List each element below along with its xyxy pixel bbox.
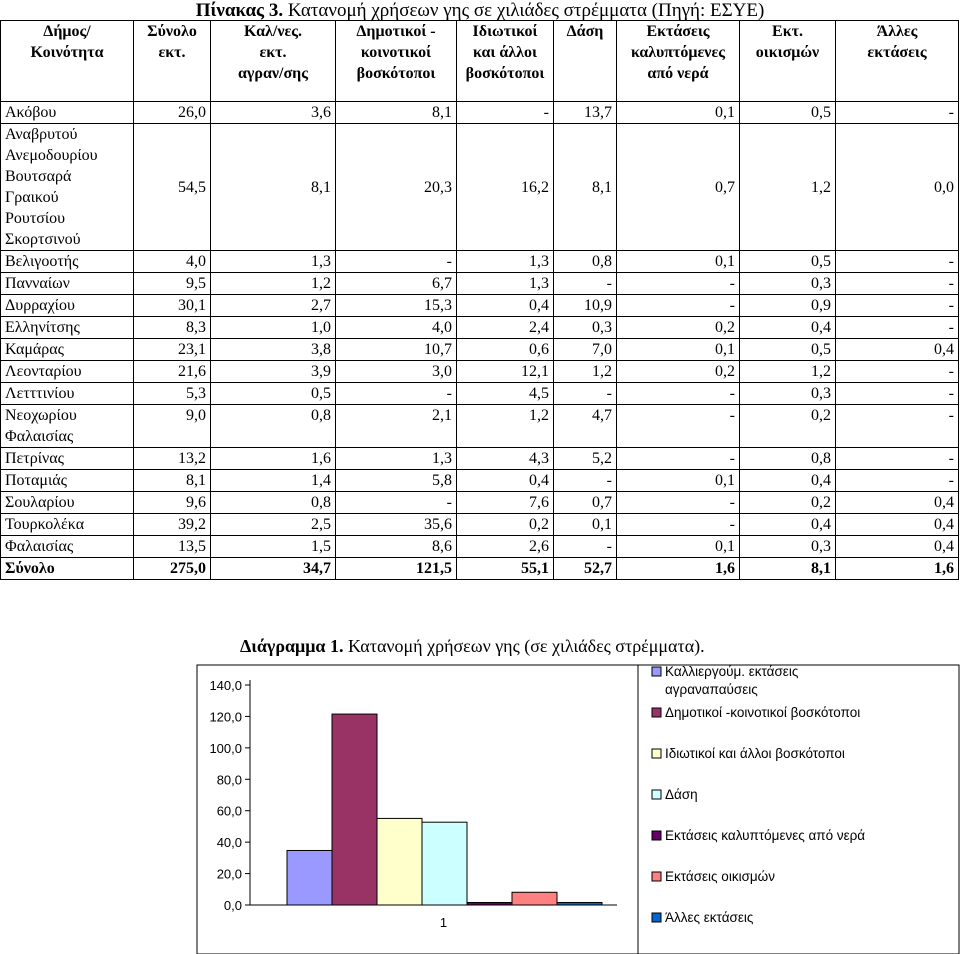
table-cell: 3,0 <box>336 361 457 383</box>
table-cell: 0,7 <box>617 124 740 251</box>
table-cell: 1,2 <box>211 273 336 295</box>
table-cell: 5,3 <box>134 383 211 405</box>
table-row <box>1 124 959 251</box>
municipality-name-line: Σύνολο <box>5 560 55 577</box>
table-cell: - <box>554 536 617 558</box>
municipality-name-line: Φαλαισίας <box>5 538 74 555</box>
legend-swatch <box>652 831 661 840</box>
table-cell: - <box>617 448 740 470</box>
table-cell: 1,0 <box>211 317 336 339</box>
table-title <box>0 0 960 22</box>
column-header-line: Δημοτικοί - <box>356 23 436 40</box>
table-cell: 1,3 <box>457 251 554 273</box>
municipality-name-line: Ακόβου <box>5 104 57 121</box>
table-cell: - <box>554 273 617 295</box>
column-header <box>457 21 554 102</box>
table-cell: 0,4 <box>836 339 959 361</box>
table-cell: 1,5 <box>211 536 336 558</box>
table-cell: 1,3 <box>457 273 554 295</box>
table-header-row <box>1 21 959 102</box>
table-cell: 13,5 <box>134 536 211 558</box>
table-title-text: Κατανομή χρήσεων γης σε χιλιάδες στρέμματα (Πηγή: ΕΣΥΕ) <box>283 0 765 21</box>
legend-swatch <box>652 790 661 799</box>
table-cell: 8,3 <box>134 317 211 339</box>
column-header-line: εκτάσεις <box>867 44 927 61</box>
municipality-name <box>1 295 134 317</box>
table-cell: 0,8 <box>211 492 336 514</box>
municipality-name <box>1 339 134 361</box>
column-header-line: αγραν/σης <box>237 65 309 82</box>
column-header <box>617 21 740 102</box>
table-cell: 0,9 <box>740 295 836 317</box>
municipality-name-line: Αναβρυτού <box>5 126 78 143</box>
table-cell: 0,4 <box>457 470 554 492</box>
column-header-line: εκτ. <box>158 44 186 61</box>
table-cell: 0,3 <box>740 273 836 295</box>
table-row <box>1 470 959 492</box>
table-cell: 1,2 <box>457 405 554 448</box>
column-header-line: Σύνολο <box>147 23 197 40</box>
table-cell: 16,2 <box>457 124 554 251</box>
table-row <box>1 317 959 339</box>
municipality-name-line: Βελιγοοτής <box>5 253 79 270</box>
table-cell: 55,1 <box>457 558 554 580</box>
table-cell: - <box>836 383 959 405</box>
municipality-name <box>1 558 134 580</box>
legend-label: αγραναπαύσεις <box>665 682 758 697</box>
municipality-name <box>1 448 134 470</box>
y-tick-label: 100,0 <box>209 740 242 756</box>
table-cell: 5,2 <box>554 448 617 470</box>
table-cell: 0,2 <box>740 492 836 514</box>
bar <box>512 892 557 905</box>
bar <box>377 818 422 905</box>
municipality-name <box>1 317 134 339</box>
bar <box>287 850 332 905</box>
bar <box>557 902 602 905</box>
table-cell: 1,2 <box>740 124 836 251</box>
table-cell: 3,9 <box>211 361 336 383</box>
table-cell: 8,1 <box>134 470 211 492</box>
municipality-name-line: Σκορτσινού <box>5 231 81 248</box>
municipality-name-line: Τουρκολέκα <box>5 516 85 533</box>
legend-label: Εκτάσεις οικισμών <box>665 869 775 884</box>
table-cell: - <box>836 317 959 339</box>
column-header-line: Εκτ. <box>772 23 803 40</box>
chart-title-prefix: Διάγραμμα 1. <box>240 636 344 656</box>
table-row <box>1 339 959 361</box>
municipality-name-line: Καμάρας <box>5 341 65 358</box>
table-cell: 0,2 <box>457 514 554 536</box>
table-cell: - <box>554 470 617 492</box>
table-cell: 0,5 <box>740 102 836 124</box>
table-cell: 2,5 <box>211 514 336 536</box>
chart-title-text: Κατανομή χρήσεων γης (σε χιλιάδες στρέμματα). <box>347 636 705 656</box>
column-header-line: εκτ. <box>259 44 287 61</box>
y-tick-label: 0,0 <box>223 898 242 913</box>
municipality-name-line: Λετττινίου <box>5 385 75 402</box>
land-use-table <box>0 20 959 580</box>
table-cell: 9,0 <box>134 405 211 448</box>
legend-swatch <box>652 913 661 922</box>
table-cell: - <box>617 295 740 317</box>
municipality-name <box>1 273 134 295</box>
column-header-line: Άλλες <box>876 23 918 40</box>
table-cell: 0,4 <box>836 536 959 558</box>
municipality-name <box>1 383 134 405</box>
column-header-line: Δήμος/ <box>43 23 91 40</box>
table-cell: 10,9 <box>554 295 617 317</box>
table-cell: 3,8 <box>211 339 336 361</box>
legend-swatch <box>652 872 661 881</box>
table-cell: 13,2 <box>134 448 211 470</box>
table-cell: 0,4 <box>740 514 836 536</box>
table-cell: 4,7 <box>554 405 617 448</box>
municipality-name <box>1 405 134 448</box>
table-cell: 10,7 <box>336 339 457 361</box>
table-row <box>1 405 959 448</box>
municipality-name-line: Λεονταρίου <box>5 363 82 380</box>
table-cell: 4,0 <box>134 251 211 273</box>
table-title-number: Πίνακας 3. <box>195 0 284 21</box>
table-cell: 13,7 <box>554 102 617 124</box>
table-cell: 8,1 <box>740 558 836 580</box>
table-cell: 0,3 <box>740 383 836 405</box>
table-cell: - <box>336 492 457 514</box>
table-cell: - <box>836 295 959 317</box>
table-cell: 4,0 <box>336 317 457 339</box>
table-cell: - <box>617 383 740 405</box>
municipality-name <box>1 102 134 124</box>
bar <box>332 714 377 905</box>
table-cell: - <box>617 514 740 536</box>
table-cell: - <box>836 273 959 295</box>
table-cell: 0,1 <box>554 514 617 536</box>
table-cell: 1,6 <box>211 448 336 470</box>
column-header <box>740 21 836 102</box>
table-cell: - <box>457 102 554 124</box>
table-cell: 0,4 <box>457 295 554 317</box>
municipality-name-line: Πετρίνας <box>5 450 64 467</box>
table-cell: - <box>836 361 959 383</box>
table-cell: 3,6 <box>211 102 336 124</box>
table-cell: - <box>836 405 959 448</box>
table-cell: 0,4 <box>836 492 959 514</box>
table-cell: 23,1 <box>134 339 211 361</box>
bar <box>422 822 467 905</box>
column-header-line: Εκτάσεις <box>646 23 710 40</box>
municipality-name-line: Δυρραχίου <box>5 297 75 314</box>
legend-label: Ιδιωτικοί και άλλοι βοσκότοποι <box>665 746 845 761</box>
x-tick-label: 1 <box>439 915 448 930</box>
legend-label: Δάση <box>665 787 698 802</box>
municipality-name <box>1 514 134 536</box>
municipality-name-line: Βουτσαρά <box>5 168 72 185</box>
table-cell: 54,5 <box>134 124 211 251</box>
table-cell: 0,7 <box>554 492 617 514</box>
table-cell: - <box>617 273 740 295</box>
table-cell: 0,4 <box>740 470 836 492</box>
table-row <box>1 536 959 558</box>
table-row <box>1 492 959 514</box>
table-cell: 1,4 <box>211 470 336 492</box>
table-cell: 8,6 <box>336 536 457 558</box>
column-header-line: Ιδιωτικοί <box>472 23 538 40</box>
table-cell: - <box>836 102 959 124</box>
column-header <box>554 21 617 102</box>
table-cell: 0,8 <box>740 448 836 470</box>
table-cell: 1,2 <box>740 361 836 383</box>
legend-swatch <box>652 708 661 717</box>
table-cell: 4,5 <box>457 383 554 405</box>
column-header-line: οικισμών <box>755 44 820 61</box>
municipality-name <box>1 492 134 514</box>
table-cell: 0,1 <box>617 470 740 492</box>
y-tick-label: 80,0 <box>216 772 242 788</box>
table-cell: 2,1 <box>336 405 457 448</box>
municipality-name-line: Ρουτσίου <box>5 210 66 227</box>
table-cell: 9,6 <box>134 492 211 514</box>
table-cell: 0,3 <box>740 536 836 558</box>
y-tick-label: 140,0 <box>209 678 242 693</box>
table-cell: 0,6 <box>457 339 554 361</box>
column-header-line: καλυπτόμενες <box>630 44 726 61</box>
table-cell: - <box>617 405 740 448</box>
y-tick-label: 120,0 <box>209 709 242 725</box>
table-cell: 0,8 <box>211 405 336 448</box>
table-cell: 0,1 <box>617 102 740 124</box>
table-row <box>1 383 959 405</box>
table-cell: 39,2 <box>134 514 211 536</box>
table-cell: 0,1 <box>617 251 740 273</box>
table-cell: 20,3 <box>336 124 457 251</box>
table-cell: 34,7 <box>211 558 336 580</box>
table-cell: 2,6 <box>457 536 554 558</box>
table-cell: 1,6 <box>836 558 959 580</box>
y-tick-label: 20,0 <box>216 866 242 882</box>
table-cell: - <box>836 470 959 492</box>
municipality-name <box>1 470 134 492</box>
column-header-line: και άλλοι <box>473 44 537 61</box>
legend-label: Δημοτικοί -κοινοτικοί βοσκότοποι <box>665 705 861 720</box>
municipality-name <box>1 536 134 558</box>
table-cell: 5,8 <box>336 470 457 492</box>
table-cell: 15,3 <box>336 295 457 317</box>
table-cell: 7,6 <box>457 492 554 514</box>
table-cell: - <box>336 251 457 273</box>
table-row <box>1 102 959 124</box>
table-row <box>1 251 959 273</box>
table-cell: - <box>336 383 457 405</box>
table-cell: - <box>554 383 617 405</box>
table-cell: 8,1 <box>211 124 336 251</box>
municipality-name-line: Ποταμιάς <box>5 472 67 489</box>
table-cell: 0,3 <box>554 317 617 339</box>
table-cell: 35,6 <box>336 514 457 536</box>
table-cell: 12,1 <box>457 361 554 383</box>
municipality-name-line: Πανναίων <box>5 275 70 292</box>
municipality-name-line: Ελληνίτσης <box>5 319 80 336</box>
legend-swatch <box>652 749 661 758</box>
municipality-name <box>1 361 134 383</box>
column-header-line: από νερά <box>647 65 709 82</box>
table-cell: 0,8 <box>554 251 617 273</box>
column-header-line: Καλ/νες. <box>243 23 303 40</box>
table-cell: 52,7 <box>554 558 617 580</box>
municipality-name-line: Φαλαισίας <box>5 428 74 445</box>
table-cell: 6,7 <box>336 273 457 295</box>
table-cell: 1,6 <box>617 558 740 580</box>
bar <box>467 902 512 905</box>
total-row <box>1 558 959 580</box>
column-header <box>836 21 959 102</box>
table-cell: 1,2 <box>554 361 617 383</box>
table-cell: 0,2 <box>740 405 836 448</box>
table-cell: 21,6 <box>134 361 211 383</box>
municipality-name-line: Ανεμοδουρίου <box>5 147 98 164</box>
municipality-name-line: Γραικού <box>5 189 59 206</box>
table-cell: 0,2 <box>617 317 740 339</box>
land-use-bar-chart <box>0 630 960 954</box>
table-cell: 0,4 <box>740 317 836 339</box>
column-header <box>211 21 336 102</box>
table-cell: 2,4 <box>457 317 554 339</box>
legend-label: Άλλες εκτάσεις <box>665 910 754 925</box>
table-cell: 1,3 <box>336 448 457 470</box>
table-cell: 2,7 <box>211 295 336 317</box>
table-row <box>1 295 959 317</box>
table-row <box>1 361 959 383</box>
table-row <box>1 448 959 470</box>
column-header <box>336 21 457 102</box>
column-header-line: κοινοτικοί <box>360 44 432 61</box>
y-tick-label: 40,0 <box>216 835 242 851</box>
municipality-name <box>1 251 134 273</box>
table-cell: 0,2 <box>617 361 740 383</box>
column-header <box>134 21 211 102</box>
municipality-name-line: Σουλαρίου <box>5 494 75 511</box>
table-cell: 121,5 <box>336 558 457 580</box>
table-cell: 1,3 <box>211 251 336 273</box>
table-cell: 8,1 <box>554 124 617 251</box>
legend-label: Εκτάσεις καλυπτόμενες από νερά <box>665 828 866 843</box>
table-cell: 275,0 <box>134 558 211 580</box>
table-cell: 7,0 <box>554 339 617 361</box>
table-cell: 9,5 <box>134 273 211 295</box>
table-cell: - <box>617 492 740 514</box>
table-row <box>1 514 959 536</box>
table-cell: - <box>836 251 959 273</box>
table-cell: 8,1 <box>336 102 457 124</box>
column-header-line: βοσκότοποι <box>465 65 545 82</box>
column-header-line: βοσκότοποι <box>356 65 436 82</box>
table-cell: 30,1 <box>134 295 211 317</box>
column-header <box>1 21 134 102</box>
legend-swatch <box>652 667 661 676</box>
table-cell: 4,3 <box>457 448 554 470</box>
column-header-line: Δάση <box>566 23 604 40</box>
legend-label: Καλλιεργούμ. εκτάσεις <box>665 664 799 679</box>
table-cell: 0,5 <box>740 251 836 273</box>
table-cell: 0,0 <box>836 124 959 251</box>
table-cell: - <box>836 448 959 470</box>
table-cell: 0,4 <box>836 514 959 536</box>
table-cell: 0,5 <box>211 383 336 405</box>
table-cell: 0,5 <box>740 339 836 361</box>
municipality-name <box>1 124 134 251</box>
table-cell: 0,1 <box>617 536 740 558</box>
table-row <box>1 273 959 295</box>
y-tick-label: 60,0 <box>216 803 242 819</box>
municipality-name-line: Νεοχωρίου <box>5 407 77 424</box>
column-header-line: Κοινότητα <box>30 44 104 61</box>
table-cell: 26,0 <box>134 102 211 124</box>
table-cell: 0,1 <box>617 339 740 361</box>
